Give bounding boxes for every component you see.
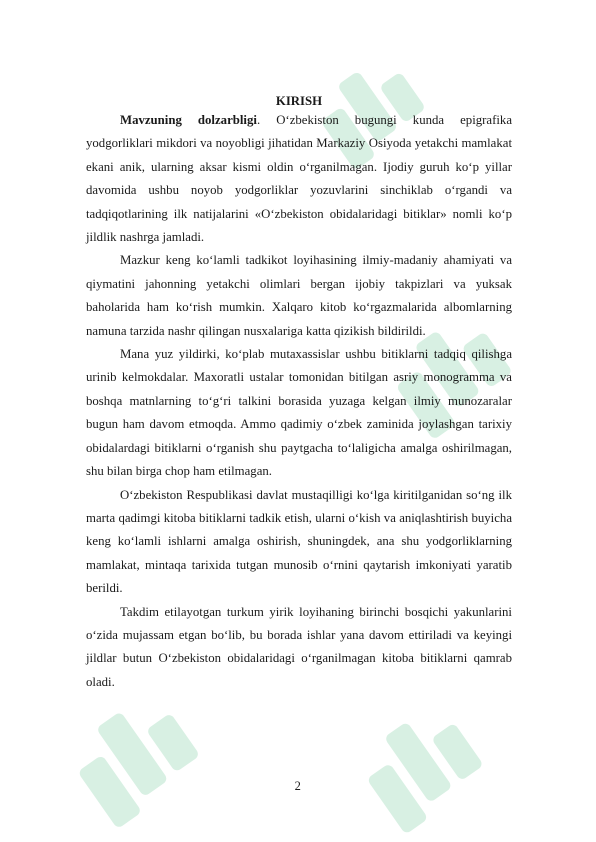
page-number: 2 [294, 779, 302, 793]
paragraph-text: O‘zbekiston Respublikasi davlat mustaqilligi ko‘lga kiritilganidan so‘ng ilk marta qadimgi kitoba bitiklarni tadkik etish, ularni o‘kish va aniqlashtirish buyicha keng ko‘lamli ishlarni amalga oshirish, shuningdek, ana shu yodgorliklarning mamlakat, mintaqa tarixida tutgan munosib o‘rnini qaytarish imkoniyati yaratib berildi. [86, 487, 512, 596]
watermark-mark-bottom-left [60, 680, 230, 830]
paragraph-4 [86, 484, 512, 601]
paragraph-text: Mazkur keng ko‘lamli tadkikot loyihasining ilmiy-madaniy ahamiyati va qiymatini jahonning yetakchi olimlari bergan ijobiy takpizlari va yuksak baholarida ham ko‘rish mumkin. Xalqaro kitob ko‘rgazmalarida albomlarning namuna tarzida nashr qilingan nusxalariga katta qizikish bildirildi. [86, 253, 512, 338]
paragraph-lead: Mavzuning dolzarbligi [120, 113, 257, 127]
paragraph-text: Takdim etilayotgan turkum yirik loyihaning birinchi bosqichi yakunlarini o‘zida mujassam etgan bo‘lib, bu borada ishlar yana davom ettiriladi va keyingi jildlar butun O‘zbekiston obidalaridagi o‘rganilmagan kitoba bitiklarni qamrab oladi. [86, 604, 512, 689]
watermark-logo-icon [60, 680, 230, 830]
section-title: KIRISH [275, 94, 323, 108]
watermark-logo-icon [350, 690, 510, 840]
document-body [86, 93, 512, 694]
paragraph-3 [86, 343, 512, 483]
paragraph-text: Mana yuz yildirki, ko‘plab mutaxassislar ushbu bitiklarni tadqiq qilishga urinib kelmokdalar. Maxoratli ustalar tomonidan bitilgan asriy monogramma va boshqa matnlarning to‘g‘ri talkini borasida yuzaga kelgan ilmiy munozaralar bugun ham davom etmoqda. Ammo qadimiy o‘zbek zaminida joylashgan tarixiy obidalardagi bitiklarni o‘rganish shu paytgacha to‘laligicha amalga oshirilmagan, shu bilan birga chop ham etilmagan. [86, 347, 512, 479]
paragraph-text: . O‘zbekiston bugungi kunda epigrafika yodgorliklari mikdori va noyobligi jihatidan Markaziy Osiyoda yetakchi mamlakat ekani anik, ularning aksar kismi oldin o‘rganilmagan. Ijodiy guruh ko‘p yillar davomida ushbu noyob yodgorliklar yozuvlarini sinchiklab o‘rgandi va tadqiqotlarining ilk natijalarini «O‘zbekiston obidalaridagi bitiklar» nomli ko‘p jildlik nashrga jamladi. [86, 113, 512, 245]
watermark-mark-bottom-right [350, 690, 510, 840]
paragraph-1 [86, 109, 512, 249]
paragraph-2 [86, 249, 512, 343]
paragraph-5 [86, 601, 512, 695]
